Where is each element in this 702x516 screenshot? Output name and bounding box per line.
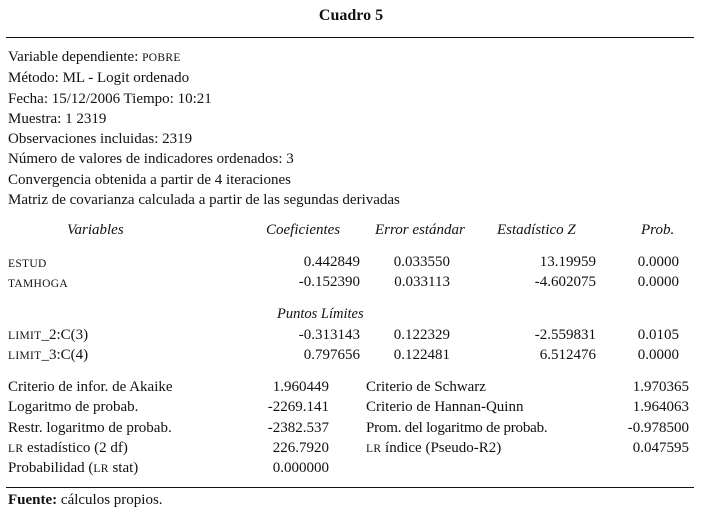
limit-z: 6.512476 xyxy=(539,347,596,363)
header-coefficients: Coeficientes xyxy=(266,222,341,238)
header-variables: Variables xyxy=(67,222,124,238)
limit-coef: -0.313143 xyxy=(298,327,360,343)
stat-schwarz-label: Criterio de Schwarz xyxy=(366,379,486,395)
bottom-rule xyxy=(6,487,694,488)
stat-loglik-value: -2269.141 xyxy=(267,399,329,415)
meta-sample: Muestra: 1 2319 xyxy=(8,110,107,127)
stat-akaike-label: Criterio de infor. de Akaike xyxy=(8,379,173,395)
stat-lr-statistic-value: 226.7920 xyxy=(272,440,329,456)
limit-prob: 0.0105 xyxy=(637,327,679,343)
limit-name: LIMIT_2:C(3) xyxy=(8,327,89,343)
header-prob: Prob. xyxy=(641,222,675,238)
row-prob: 0.0000 xyxy=(637,274,679,290)
stat-avg-loglik-label: Prom. del logaritmo de probab. xyxy=(366,420,548,436)
row-variable-name: ESTUD xyxy=(8,258,47,270)
limit-z: -2.559831 xyxy=(534,327,596,343)
stat-lr-statistic-label: LR estadístico (2 df) xyxy=(8,440,128,456)
row-se: 0.033550 xyxy=(393,254,450,270)
limit-se: 0.122329 xyxy=(393,327,450,343)
meta-method: Método: ML - Logit ordenado xyxy=(8,70,190,87)
meta-observations: Observaciones incluidas: 2319 xyxy=(8,131,193,148)
source-note: Fuente: cálculos propios. xyxy=(8,492,163,508)
meta-convergence: Convergencia obtenida a partir de 4 iteraciones xyxy=(8,171,291,188)
stat-probability-label: Probabilidad (LR stat) xyxy=(8,460,139,476)
header-std-error: Error estándar xyxy=(375,222,465,238)
limits-heading: Puntos Límites xyxy=(277,306,364,322)
meta-date: Fecha: 15/12/2006 Tiempo: 10:21 xyxy=(8,90,212,107)
top-rule xyxy=(6,37,694,38)
limit-se: 0.122481 xyxy=(393,347,450,363)
row-variable-name: TAMHOGA xyxy=(8,278,68,290)
meta-covariance: Matriz de covarianza calculada a partir de las segundas derivadas xyxy=(8,192,400,209)
table-title: Cuadro 5 xyxy=(318,7,384,24)
row-prob: 0.0000 xyxy=(637,254,679,270)
meta-ordered-values: Número de valores de indicadores ordenados: 3 xyxy=(8,151,294,168)
stat-restr-loglik-value: -2382.537 xyxy=(267,420,329,436)
row-z: -4.602075 xyxy=(534,274,596,290)
header-z-stat: Estadístico Z xyxy=(497,222,576,238)
stat-hannan-quinn-label: Criterio de Hannan-Quinn xyxy=(366,399,524,415)
row-coef: -0.152390 xyxy=(298,274,360,290)
stat-avg-loglik-value: -0.978500 xyxy=(627,420,689,436)
stat-loglik-label: Logaritmo de probab. xyxy=(8,399,139,415)
stat-schwarz-value: 1.970365 xyxy=(632,379,689,395)
meta-block xyxy=(8,47,400,210)
stat-probability-value: 0.000000 xyxy=(272,460,329,476)
limit-coef: 0.797656 xyxy=(303,347,360,363)
stat-hannan-quinn-value: 1.964063 xyxy=(632,399,689,415)
meta-dependent-variable: Variable dependiente: POBRE xyxy=(8,49,181,65)
stat-restr-loglik-label: Restr. logaritmo de probab. xyxy=(8,420,172,436)
stat-akaike-value: 1.960449 xyxy=(272,379,329,395)
row-se: 0.033113 xyxy=(394,274,450,290)
row-coef: 0.442849 xyxy=(303,254,360,270)
row-z: 13.19959 xyxy=(539,254,596,270)
stat-lr-index-label: LR índice (Pseudo-R2) xyxy=(366,440,502,456)
limit-name: LIMIT_3:C(4) xyxy=(8,347,89,363)
limit-prob: 0.0000 xyxy=(637,347,679,363)
stat-lr-index-value: 0.047595 xyxy=(632,440,689,456)
